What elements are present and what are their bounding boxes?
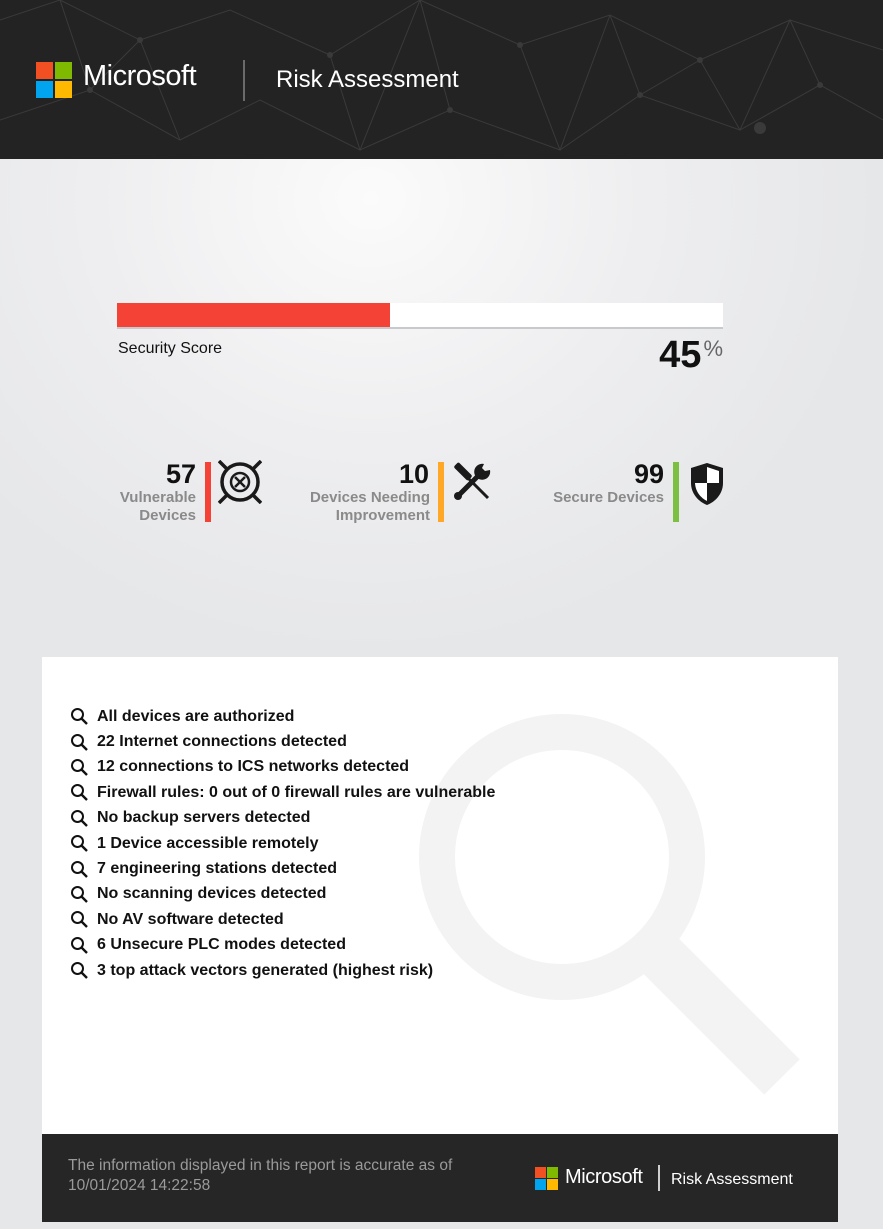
- finding-text: No AV software detected: [97, 910, 284, 928]
- stat-color-bar: [438, 462, 444, 522]
- finding-text: 6 Unsecure PLC modes detected: [97, 936, 346, 954]
- search-icon: [70, 733, 89, 752]
- search-icon: [70, 783, 89, 802]
- logo-green-square: [547, 1167, 558, 1178]
- logo-red-square: [535, 1167, 546, 1178]
- finding-item: [70, 882, 495, 907]
- search-icon: [70, 758, 89, 777]
- finding-item: [70, 806, 495, 831]
- logo-blue-square: [535, 1179, 546, 1190]
- stat-label-line1: Secure Devices: [553, 489, 664, 506]
- header-divider: [243, 60, 245, 101]
- report-footer: [42, 1134, 838, 1222]
- accuracy-notice-line1: The information displayed in this report is accurate as of: [68, 1157, 453, 1174]
- finding-text: All devices are authorized: [97, 707, 295, 725]
- search-icon: [70, 707, 89, 726]
- finding-text: 7 engineering stations detected: [97, 860, 338, 878]
- search-icon: [70, 809, 89, 828]
- finding-item: [70, 831, 495, 856]
- security-score-label: Security Score: [118, 340, 223, 357]
- logo-red-square: [36, 62, 53, 79]
- stat-label: [270, 489, 430, 525]
- vulnerable-target-icon: [218, 460, 262, 504]
- finding-text: No backup servers detected: [97, 809, 311, 827]
- search-icon: [70, 834, 89, 853]
- stat-color-bar: [205, 462, 211, 522]
- finding-item: [70, 933, 495, 958]
- findings-list: [70, 704, 495, 983]
- security-score-value: [659, 334, 723, 377]
- microsoft-logo-icon: [36, 62, 72, 98]
- finding-text: 12 connections to ICS networks detected: [97, 758, 410, 776]
- stat-value: 10: [398, 459, 429, 489]
- security-score-bar: [117, 303, 723, 327]
- search-icon: [70, 910, 89, 929]
- stat-label: [520, 489, 664, 507]
- finding-item: [70, 729, 495, 754]
- score-section: [0, 159, 883, 657]
- finding-item: [70, 704, 495, 729]
- finding-item: [70, 856, 495, 881]
- finding-item: [70, 907, 495, 932]
- stat-label-line2: Devices: [139, 507, 196, 524]
- finding-text: 22 Internet connections detected: [97, 733, 347, 751]
- brand-name: Microsoft: [83, 60, 197, 92]
- finding-item: [70, 755, 495, 780]
- finding-item: [70, 958, 495, 983]
- search-icon: [70, 885, 89, 904]
- stat-value: 57: [165, 459, 196, 489]
- microsoft-logo-icon: [535, 1167, 558, 1190]
- stat-value: 99: [633, 459, 664, 489]
- report-title: Risk Assessment: [276, 66, 459, 93]
- stat-label-line1: Vulnerable: [119, 489, 196, 506]
- wrench-screwdriver-icon: [450, 460, 494, 504]
- stat-label-line1: Devices Needing: [309, 489, 430, 506]
- shield-icon: [688, 461, 726, 507]
- search-icon: [70, 860, 89, 879]
- finding-text: 1 Device accessible remotely: [97, 834, 319, 852]
- report-header: [0, 0, 883, 159]
- logo-blue-square: [36, 81, 53, 98]
- stat-label: [60, 489, 196, 525]
- stat-label-line2: Improvement: [335, 507, 430, 524]
- footer-brand-name: Microsoft: [565, 1166, 643, 1188]
- report-timestamp: 10/01/2024 14:22:58: [68, 1177, 211, 1194]
- search-icon: [70, 961, 89, 980]
- finding-text: 3 top attack vectors generated (highest risk): [97, 961, 434, 979]
- logo-yellow-square: [55, 81, 72, 98]
- security-score-fill: [117, 303, 390, 327]
- logo-yellow-square: [547, 1179, 558, 1190]
- finding-text: No scanning devices detected: [97, 885, 327, 903]
- accuracy-notice: [68, 1156, 508, 1196]
- finding-text: Firewall rules: 0 out of 0 firewall rules are vulnerable: [97, 783, 496, 801]
- footer-report-title: Risk Assessment: [671, 1171, 793, 1188]
- stat-color-bar: [673, 462, 679, 522]
- security-score-unit: %: [703, 336, 723, 361]
- logo-green-square: [55, 62, 72, 79]
- search-icon: [70, 936, 89, 955]
- security-score-number: 45: [659, 334, 702, 376]
- footer-divider: [658, 1165, 660, 1191]
- findings-panel: [42, 657, 838, 1134]
- finding-item: [70, 780, 495, 805]
